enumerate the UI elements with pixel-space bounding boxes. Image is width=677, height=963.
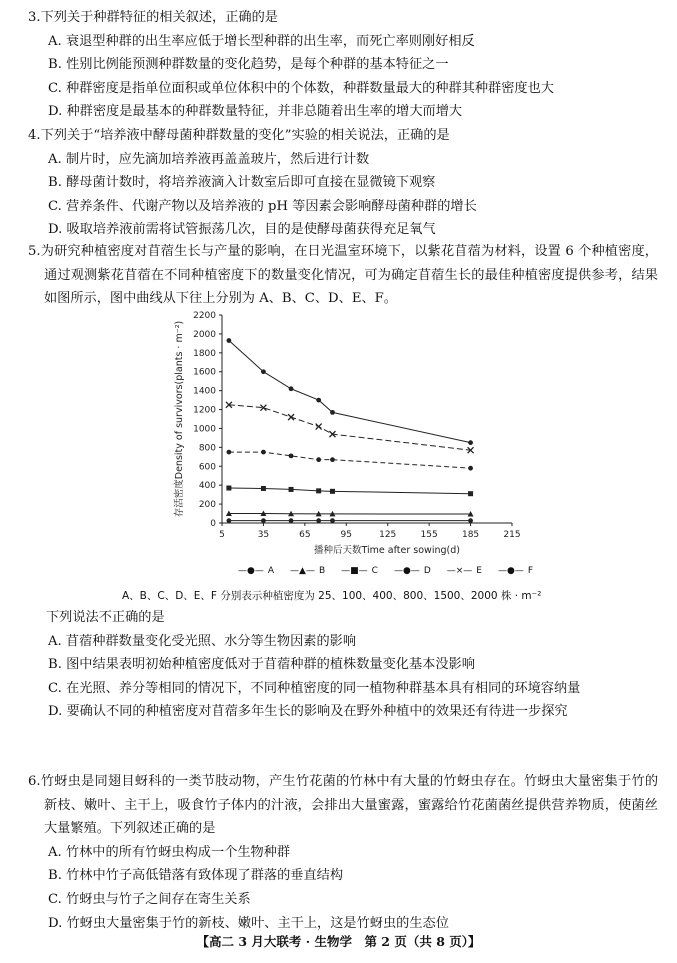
y-tick-label: 1800 (193, 348, 216, 359)
y-tick-label: 1400 (193, 386, 216, 397)
x-tick-label: 95 (340, 530, 353, 540)
option-d: D. 吸取培养液前需将试管振荡几次，目的是使酵母菌获得充足氧气 (48, 222, 436, 238)
x-tick-label: 35 (257, 530, 270, 540)
series-point-D (468, 466, 473, 471)
y-axis-label: 存活密度Density of survivors(plants · m⁻²) (174, 320, 185, 518)
question-6 (28, 770, 658, 935)
question-stem: 5.为研究种植密度对苜蓿生长与产量的影响，在日光温室环境下，以紫花苜蓿为材料，设置 6 个种植密度，通过观测紫花苜蓿在不同种植密度下的数量变化情况，可为确定苜蓿生长的最佳种植密度提供参考，结果如图所示，图中曲线从下往上分别为 A、B、C、D、E、F。 (28, 244, 658, 307)
series-line-E (229, 405, 471, 450)
series-point-A (261, 518, 266, 523)
x-tick-label: 5 (219, 530, 225, 540)
series-point-A (227, 518, 232, 523)
option-d: D. 种群密度是最基本的种群数量特征，并非总随着出生率的增大而增大 (48, 104, 463, 120)
y-tick-label: 400 (198, 481, 216, 492)
option-a: A. 制片时，应先滴加培养液再盖盖玻片，然后进行计数 (48, 151, 370, 167)
legend-item-A (238, 566, 274, 576)
series-point-C (316, 488, 321, 493)
y-tick-label: 2000 (193, 329, 216, 340)
y-tick-label: 2200 (193, 311, 216, 321)
y-tick-label: 800 (198, 443, 216, 454)
question-5 (28, 240, 658, 311)
legend-marker: —×— (446, 566, 473, 576)
option-a: A. 苜蓿种群数量变化受光照、水分等生物因素的影响 (48, 633, 357, 649)
option-b: B. 图中结果表明初始种植密度低对于苜蓿种群的植株数量变化基本没影响 (48, 657, 475, 673)
density-chart (160, 305, 530, 605)
series-point-D (289, 453, 294, 458)
legend-label: A (267, 566, 275, 576)
legend-marker: —▲— (290, 566, 315, 576)
series-point-F (227, 338, 232, 343)
page-footer: 【高二 3 月大联考 · 生物学 第 2 页（共 8 页）】 (196, 934, 481, 949)
option-c: C. 竹蚜虫与竹子之间存在寄生关系 (48, 891, 251, 907)
option-d: D. 竹蚜虫大量密集于竹的新枝、嫩叶、主干上，这是竹蚜虫的生态位 (48, 915, 449, 931)
legend-marker: —■— (341, 566, 368, 576)
legend-marker: —●— (497, 566, 524, 576)
series-point-D (261, 450, 266, 455)
series-point-E (288, 414, 294, 420)
series-point-F (330, 410, 335, 415)
series-point-E (316, 424, 322, 430)
series-point-D (227, 450, 232, 455)
legend-item-D (394, 566, 431, 576)
chart-caption: A、B、C、D、E、F 分别表示种植密度为 25、100、400、800、1500、2000 株 · m⁻² (122, 590, 542, 602)
option-c: C. 营养条件、代谢产物以及培养液的 pH 等因素会影响酵母菌种群的增长 (48, 198, 477, 214)
series-point-F (261, 369, 266, 374)
legend-label: B (318, 566, 326, 576)
question-stem: 3.下列关于种群特征的相关叙述，正确的是 (28, 10, 278, 25)
series-point-F (289, 386, 294, 391)
question-3 (28, 6, 658, 124)
series-point-C (468, 491, 473, 496)
x-tick-label: 215 (503, 530, 521, 540)
series-point-F (468, 440, 473, 445)
series-point-A (289, 518, 294, 523)
option-b: B. 酵母菌计数时，将培养液滴入计数室后即可直接在显微镜下观察 (48, 175, 436, 191)
x-tick-label: 155 (420, 530, 438, 540)
legend-item-B (290, 566, 325, 576)
series-point-D (330, 457, 335, 462)
chart-svg (160, 305, 530, 605)
series-line-F (229, 341, 471, 443)
legend-marker: —●— (393, 566, 420, 576)
legend-label: E (476, 566, 482, 576)
series-line-D (229, 452, 471, 468)
legend-label: F (527, 566, 534, 576)
option-c: C. 种群密度是指单位面积或单位体积中的个体数，种群数量最大的种群其种群密度也大 (48, 80, 554, 96)
y-tick-label: 1200 (193, 405, 216, 416)
series-point-D (316, 457, 321, 462)
series-point-C (261, 486, 266, 491)
legend-item-C (341, 566, 378, 576)
option-d: D. 要确认不同的种植密度对苜蓿多年生长的影响及在野外种植中的效果还有待进一步探究 (48, 704, 568, 720)
series-point-A (468, 518, 473, 523)
option-b: B. 竹林中竹子高低错落有致体现了群落的垂直结构 (48, 868, 344, 884)
series-point-C (226, 486, 231, 491)
question-prompt: 下列说法不正确的是 (46, 610, 165, 625)
option-a: A. 衰退型种群的出生率应低于增长型种群的出生率，而死亡率则刚好相反 (48, 33, 475, 49)
option-b: B. 性别比例能预测种群数量的变化趋势，是每个种群的基本特征之一 (48, 57, 449, 73)
x-tick-label: 125 (379, 530, 397, 540)
y-tick-label: 600 (198, 462, 216, 473)
legend-marker: —●— (238, 566, 264, 576)
legend-item-E (447, 566, 482, 576)
y-tick-label: 1000 (193, 424, 216, 435)
question-4 (28, 124, 658, 242)
series-point-A (316, 518, 321, 523)
series-point-C (330, 489, 335, 494)
question-stem: 6.竹蚜虫是同翅目蚜科的一类节肢动物，产生竹花菌的竹林中有大量的竹蚜虫存在。竹蚜虫大量密集于竹的新枝、嫩叶、主干上，吸食竹子体内的汁液，会排出大量蜜露，蜜露给竹花菌菌丝提供营养物质，使菌丝大量繁殖。下列叙述正确的是 (28, 774, 658, 837)
y-tick-label: 0 (210, 519, 216, 529)
option-c: C. 在光照、养分等相同的情况下，不同种植密度的同一植物种群基本具有相同的环境容纳量 (48, 680, 581, 696)
question-stem: 4.下列关于“培养液中酵母菌种群数量的变化”实验的相关说法，正确的是 (28, 128, 450, 143)
legend-item-F (498, 566, 533, 576)
series-point-F (316, 398, 321, 403)
series-point-A (330, 518, 335, 523)
y-tick-label: 1600 (193, 367, 216, 378)
legend-label: C (371, 566, 378, 576)
legend-label: D (423, 566, 431, 576)
question-5-options (28, 606, 658, 724)
chart-legend (238, 566, 533, 576)
y-tick-label: 200 (198, 500, 216, 511)
x-axis-label: 播种后天数Time after sowing(d) (314, 545, 460, 556)
series-point-C (289, 487, 294, 492)
x-tick-label: 65 (299, 530, 311, 540)
option-a: A. 竹林中的所有竹蚜虫构成一个生物种群 (48, 844, 291, 860)
x-tick-label: 185 (461, 530, 480, 540)
